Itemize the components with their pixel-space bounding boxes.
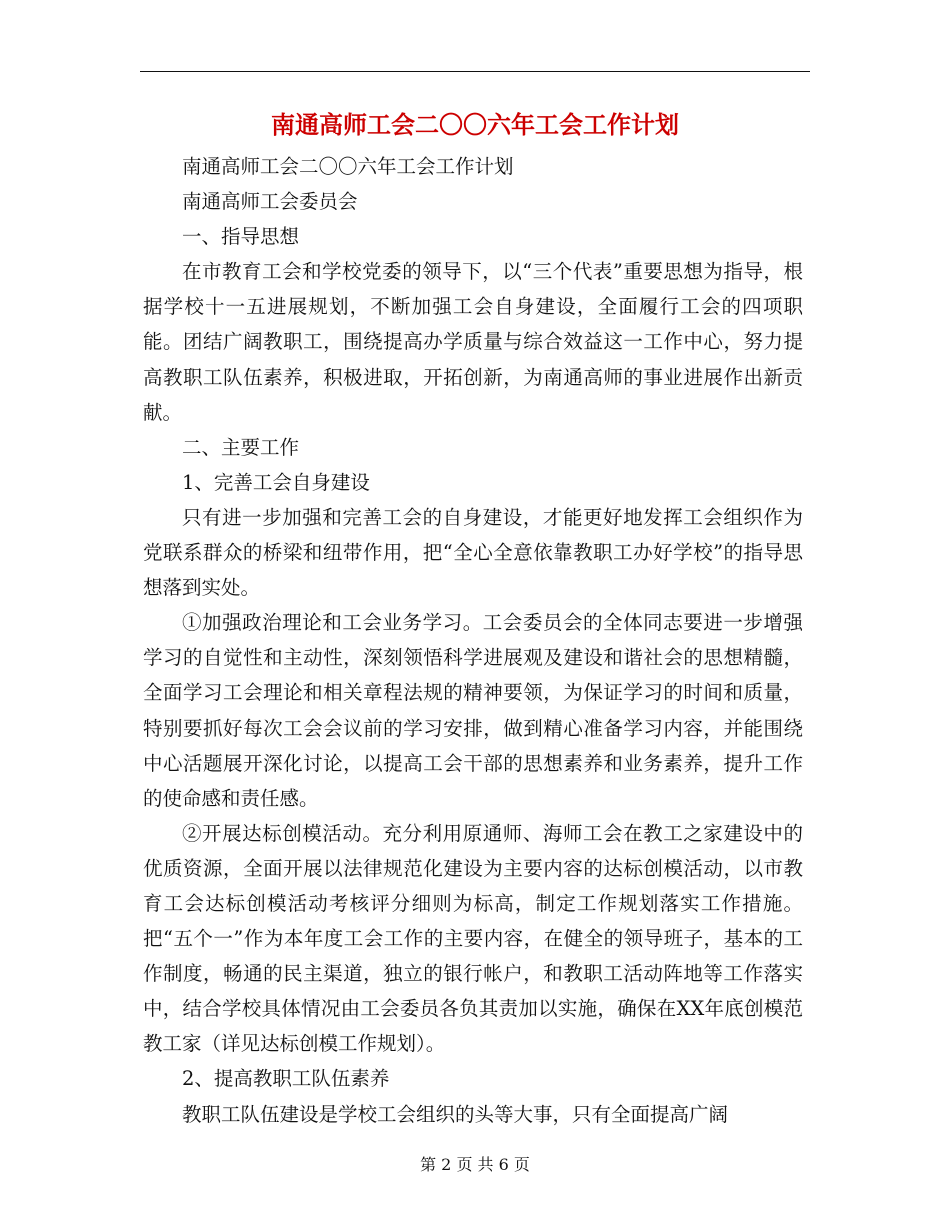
document-title: 南通高师工会二〇〇六年工会工作计划 [271,111,679,139]
subsection-heading-staff-quality: 2、提高教职工队伍素养 [182,1067,390,1091]
paragraph-subtitle: 南通高师工会二〇〇六年工会工作计划 [182,155,514,178]
header-rule [140,71,810,72]
paragraph-author: 南通高师工会委员会 [182,190,358,214]
paragraph-guiding-thought: 在市教育工会和学校党委的领导下，以“三个代表”重要思想为指导，根据学校十一五进展规划，不断加强工会自身建设，全面履行工会的四项职能。团结广阔教职工，围绕提高办学质量与综合效益这一工作中心，努力提高教职工队伍素养，积极进取，开拓创新，为南通高师的事业进展作出新贡献。 [143,260,803,424]
paragraph-model-activity: ②开展达标创模活动。充分利用原通师、海师工会在教工之家建设中的优质资源，全面开展以法律规范化建设为主要内容的达标创模活动，以市教育工会达标创模活动考核评分细则为标高，制定工作规划落实工作措施。把“五个一”作为本年度工会工作的主要内容，在健全的领导班子，基本的工作制度，畅通的民主渠道，独立的银行帐户，和教职工活动阵地等工作落实中，结合学校具体情况由工会委员各负其责加以实施，确保在XX年底创模范教工家（详见达标创模工作规划）。 [143,821,803,1056]
section-heading-guiding-thought: 一、指导思想 [182,225,300,249]
page-number: 第 2 页 共 6 页 [420,1155,530,1174]
section-heading-main-work: 二、主要工作 [182,435,300,459]
document-body [143,149,803,1132]
paragraph-staff-quality: 教职工队伍建设是学校工会组织的头等大事，只有全面提高广阔 [182,1102,729,1126]
subsection-heading-self-building: 1、完善工会自身建设 [182,470,370,494]
paragraph-self-building: 只有进一步加强和完善工会的自身建设，才能更好地发挥工会组织作为党联系群众的桥梁和纽带作用，把“全心全意依靠教职工办好学校”的指导思想落到实处。 [143,505,803,600]
paragraph-study: ①加强政治理论和工会业务学习。工会委员会的全体同志要进一步增强学习的自觉性和主动性，深刻领悟科学进展观及建设和谐社会的思想精髓，全面学习工会理论和相关章程法规的精神要领，为保证学习的时间和质量，特别要抓好每次工会会议前的学习安排，做到精心准备学习内容，并能围绕中心活题展开深化讨论，以提高工会干部的思想素养和业务素养，提升工作的使命感和责任感。 [143,611,803,810]
